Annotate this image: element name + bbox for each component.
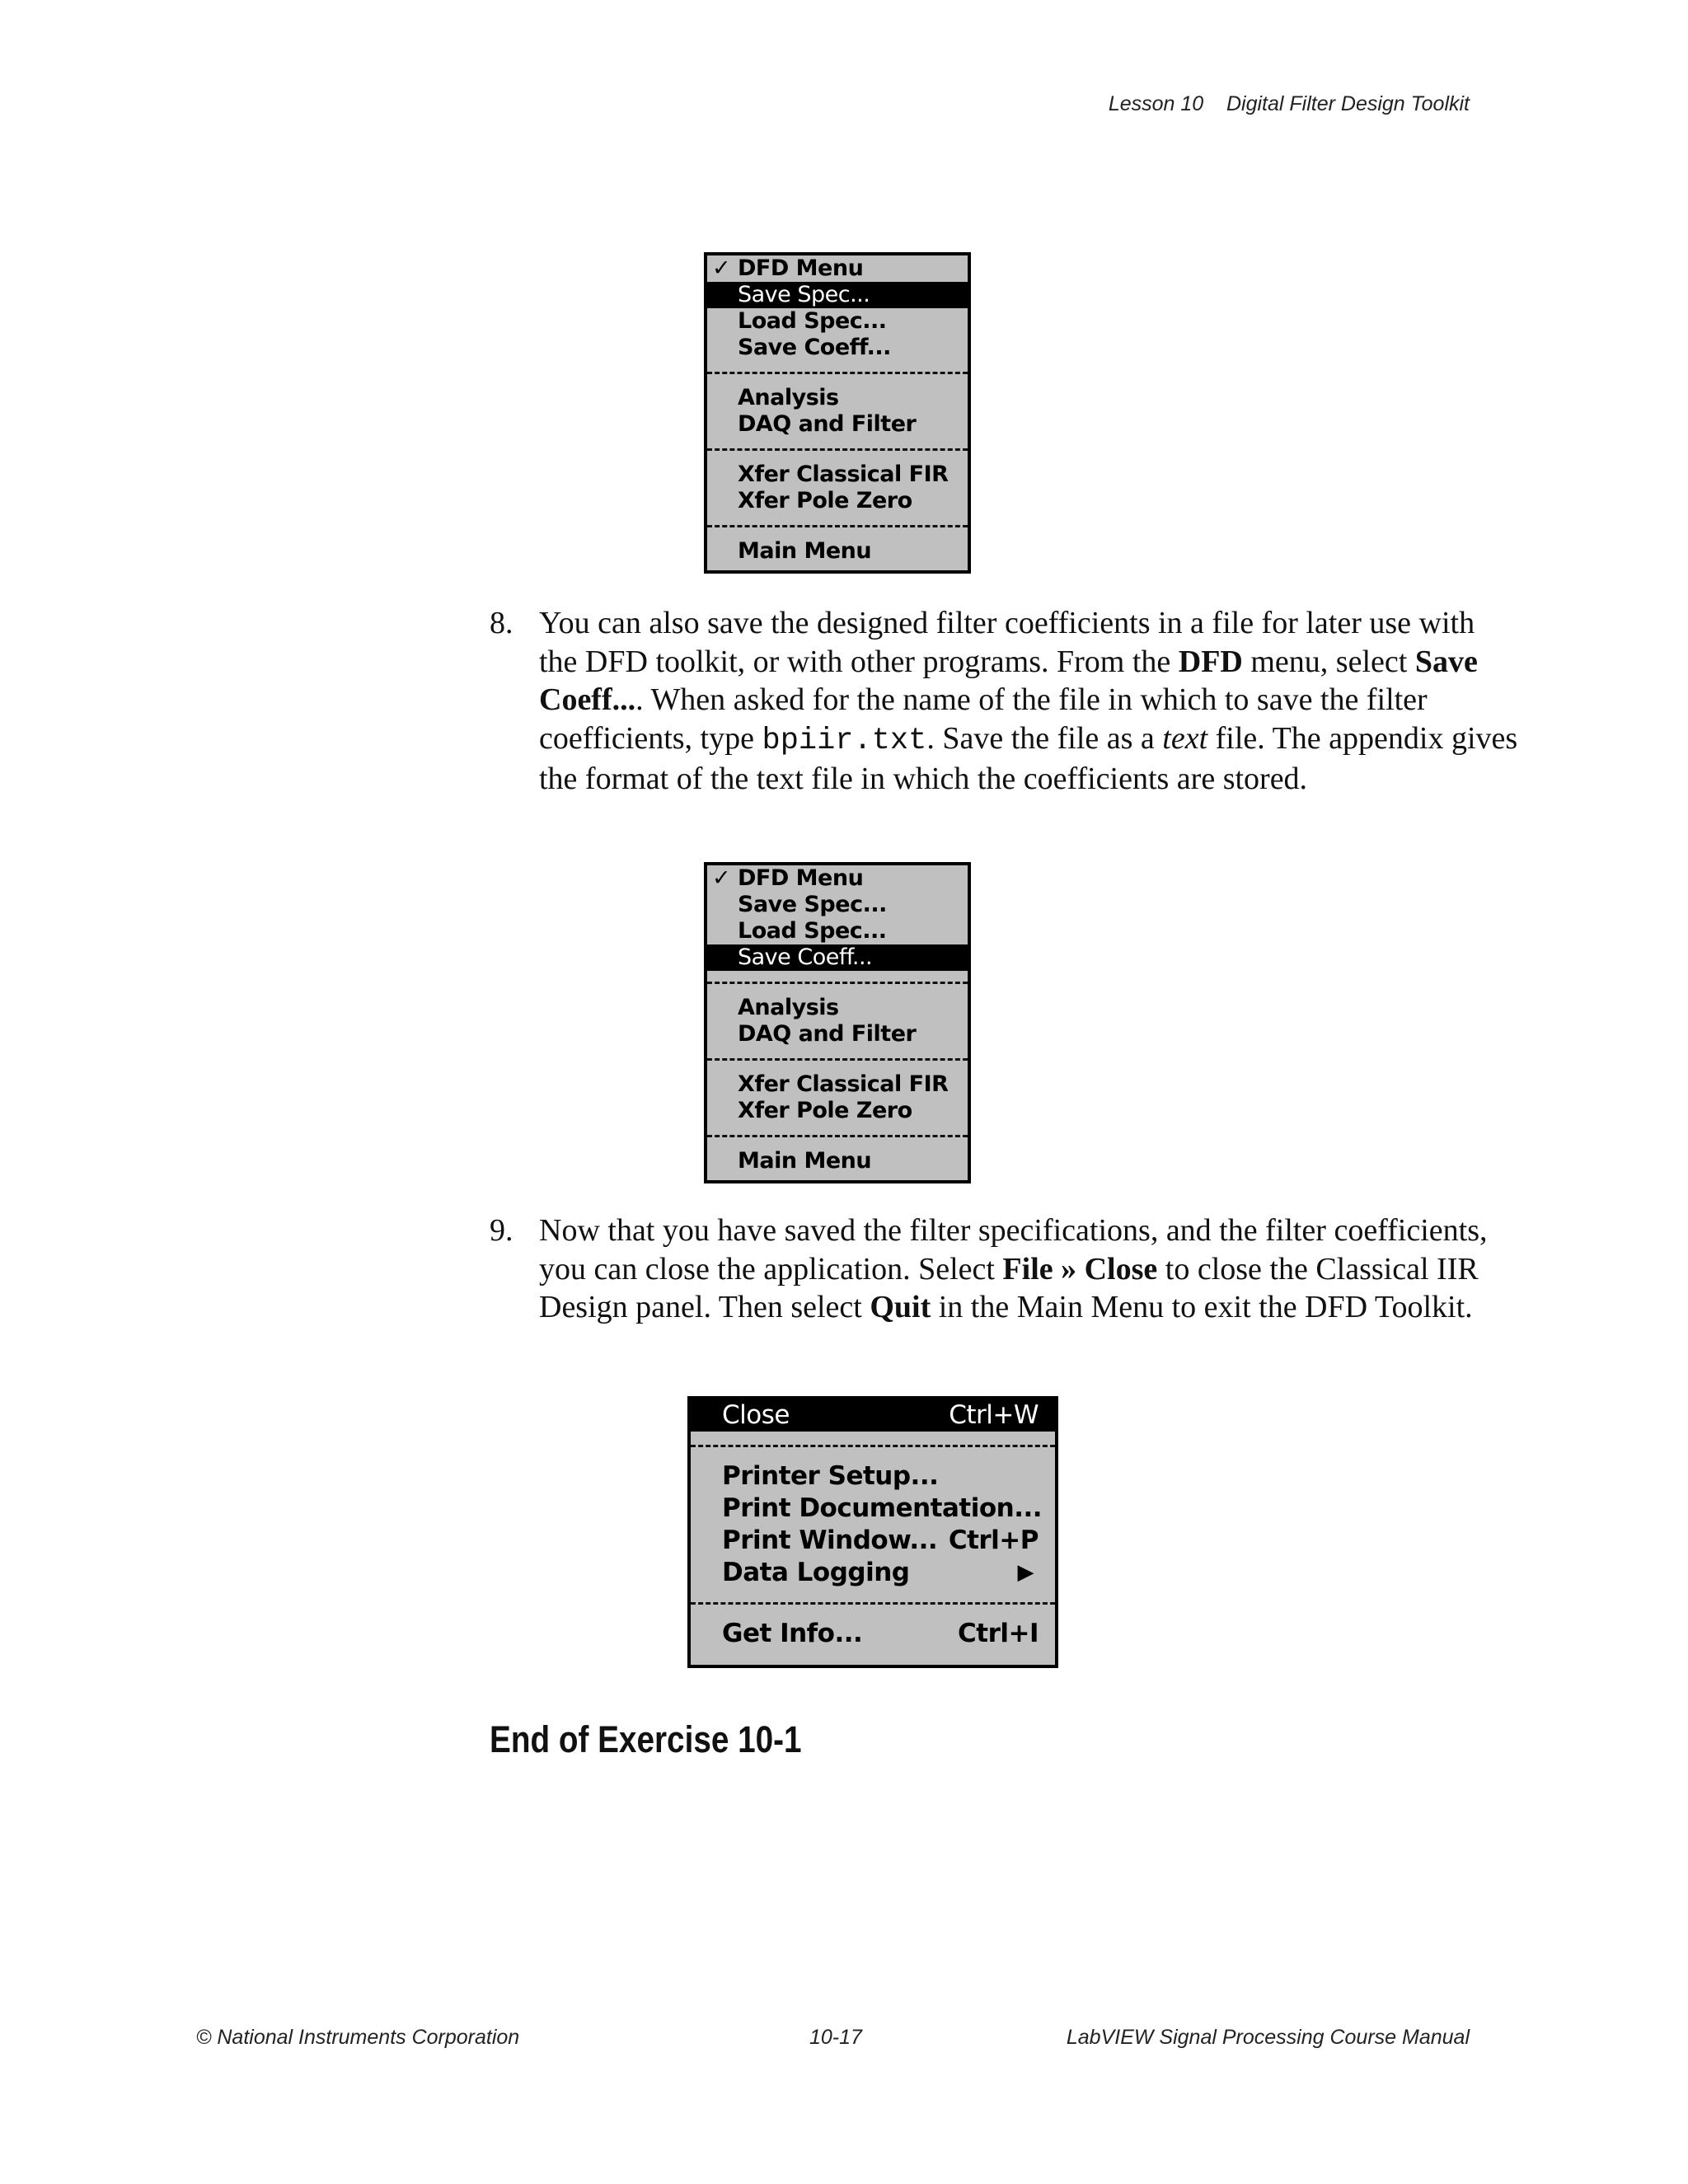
menu-item-xfer-pole-zero[interactable]: Xfer Pole Zero [738,488,912,513]
step-text: You can also save the designed filter coefficients in a file for later use with the DFD toolkit, or with other programs. From the DFD menu, select Save Coeff.... When asked for the name of the file in which to save the filter coefficients, type bpiir.txt. Save the file as a text file. The appendix gives the format of the text file in which the coefficients are stored. [539,606,1518,796]
menu-item-dfd-menu[interactable] [707,255,968,282]
menu-item-label: Data Logging [722,1558,910,1587]
menu-shortcut: Ctrl+W [949,1400,1039,1430]
menu-item-save-coeff[interactable]: Save Coeff... [738,335,891,360]
menu-item-xfer-classical-fir[interactable]: Xfer Classical FIR [738,1071,949,1097]
menu-separator [691,1445,1055,1447]
menu-separator [707,525,968,527]
menu-separator [707,1135,968,1137]
menu-item-dfd-menu[interactable] [707,865,968,892]
menu-item-print-window[interactable] [691,1525,1055,1557]
menu-item-save-spec[interactable]: Save Spec... [738,892,887,917]
menu-separator [707,448,968,451]
menu-separator [707,372,968,374]
checkmark-icon: ✓ [712,865,731,891]
end-of-exercise-heading: End of Exercise 10-1 [490,1718,802,1760]
menu-item-load-spec[interactable]: Load Spec... [738,308,887,334]
menu-separator [691,1602,1055,1605]
menu-shortcut: Ctrl+I [958,1619,1039,1648]
menu-item-daq-and-filter[interactable]: DAQ and Filter [738,1021,917,1047]
step-text: Now that you have saved the filter specifications, and the filter coefficients, you can close the application. Select File » Close to close the Classical IIR Design panel. Then select Quit in the Main Menu to exit the DFD Toolkit. [539,1213,1488,1324]
menu-item-data-logging[interactable] [691,1557,1055,1589]
menu-item-main-menu[interactable]: Main Menu [738,1148,872,1174]
menu-item-label: Get Info... [722,1619,863,1648]
footer-right: LabVIEW Signal Processing Course Manual [1066,2026,1470,2049]
menu-item-label: Print Window... [722,1526,938,1555]
menu-shortcut: Ctrl+P [948,1526,1039,1555]
menu-separator [707,1058,968,1061]
menu-item-load-spec[interactable]: Load Spec... [738,918,887,944]
menu-item-save-coeff[interactable]: Save Coeff... [707,944,968,971]
menu-item-print-documentation[interactable]: Print Documentation... [722,1493,1043,1523]
footer-left: © National Instruments Corporation [196,2026,520,2049]
menu-item-label: DFD Menu [738,865,864,891]
menu-item-xfer-pole-zero[interactable]: Xfer Pole Zero [738,1098,912,1123]
step-number: 9. [490,1213,513,1248]
menu-item-get-info[interactable] [691,1618,1055,1650]
running-header: Lesson 10 Digital Filter Design Toolkit [1108,92,1470,115]
step-number: 8. [490,606,513,640]
menu-item-analysis[interactable]: Analysis [738,995,839,1020]
menu-item-main-menu[interactable]: Main Menu [738,538,872,564]
menu-item-label: Close [722,1400,790,1430]
dfd-menu-save-spec-screenshot [704,252,971,574]
dfd-menu-save-coeff-screenshot [704,862,971,1183]
menu-item-label: DFD Menu [738,255,864,281]
menu-item-save-spec[interactable]: Save Spec... [707,282,968,308]
menu-item-analysis[interactable]: Analysis [738,385,839,410]
menu-item-close[interactable] [691,1399,1055,1432]
checkmark-icon: ✓ [712,255,731,281]
menu-item-daq-and-filter[interactable]: DAQ and Filter [738,411,917,437]
file-menu-screenshot [687,1396,1058,1668]
submenu-arrow-icon: ▶ [1017,1560,1034,1585]
menu-item-printer-setup[interactable]: Printer Setup... [722,1461,939,1491]
footer-page-number: 10-17 [809,2026,862,2049]
menu-item-xfer-classical-fir[interactable]: Xfer Classical FIR [738,462,949,487]
menu-separator [707,982,968,984]
